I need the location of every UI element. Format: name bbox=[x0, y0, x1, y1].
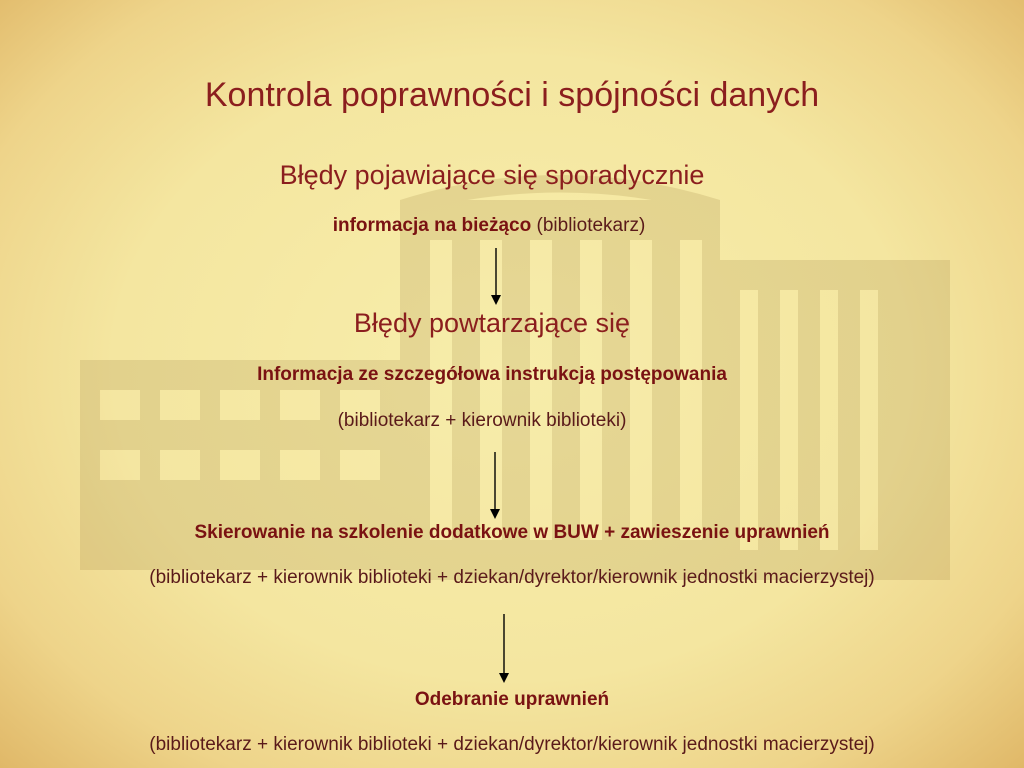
section1-info bbox=[0, 215, 1001, 237]
arrow-down-2 bbox=[487, 452, 503, 520]
arrow-down-1 bbox=[488, 248, 504, 306]
section4-action-bold: Odebranie uprawnień bbox=[414, 689, 610, 710]
section1-info-rest: (bibliotekarz) bbox=[531, 215, 646, 236]
section4-who: (bibliotekarz + kierownik biblioteki + dziekan/dyrektor/kierownik jednostki macierzystej) bbox=[149, 734, 875, 755]
section4-action bbox=[0, 689, 1024, 711]
section3-action-bold: Skierowanie na szkolenie dodatkowe w BUW + zawieszenie uprawnień bbox=[194, 522, 830, 543]
slide-title: Kontrola poprawności i spójności danych bbox=[204, 76, 820, 114]
section1-info-bold: informacja na bieżąco bbox=[332, 215, 532, 236]
section3-who: (bibliotekarz + kierownik biblioteki + dziekan/dyrektor/kierownik jednostki macierzystej) bbox=[149, 567, 875, 588]
arrow-down-3 bbox=[496, 614, 512, 684]
section2-heading: Błędy powtarzające się bbox=[353, 308, 631, 338]
section2-info bbox=[0, 364, 1004, 386]
section2-who: (bibliotekarz + kierownik biblioteki) bbox=[337, 410, 627, 431]
section3-action bbox=[0, 522, 1024, 544]
section1-heading: Błędy pojawiające się sporadycznie bbox=[279, 160, 705, 190]
section2-info-bold: Informacja ze szczegółowa instrukcją postępowania bbox=[257, 364, 727, 385]
